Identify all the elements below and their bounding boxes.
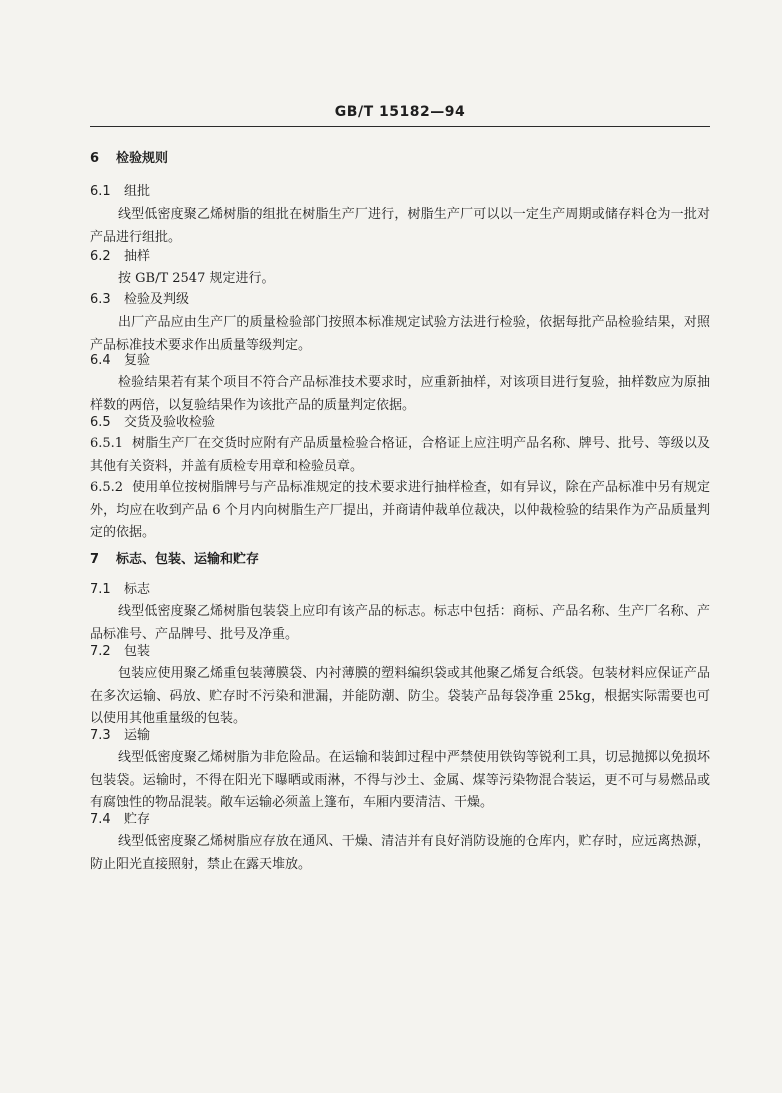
clause-number: 7.3 [90,728,111,743]
section-6-heading [90,148,710,171]
clause-6-5-heading [90,412,710,435]
clause-7-1-text: 线型低密度聚乙烯树脂包装袋上应印有该产品的标志。标志中包括：商标、产品名称、生产厂名称、产品标准号、产品牌号、批号及净重。 [90,604,710,642]
clause-6-3-heading [90,289,710,312]
clause-number: 7.1 [90,582,111,597]
clause-title: 复验 [124,353,151,368]
header-rule [90,126,710,127]
section-title: 检验规则 [116,151,169,166]
section-title: 标志、包装、运输和贮存 [116,552,260,567]
clause-6-5-2 [90,477,710,545]
clause-title: 组批 [124,184,151,199]
clause-number: 7.2 [90,644,111,659]
clause-number: 6.2 [90,249,111,264]
clause-title: 抽样 [124,249,151,264]
clause-6-1-heading [90,181,710,204]
clause-number: 6.3 [90,292,111,307]
clause-6-5-1 [90,433,710,478]
clause-6-1-text: 线型低密度聚乙烯树脂的组批在树脂生产厂进行，树脂生产厂可以以一定生产周期或储存料仓为一批对产品进行组批。 [90,207,710,245]
clause-7-4-heading [90,809,710,832]
section-number: 6 [90,151,100,166]
clause-text: 树脂生产厂在交货时应附有产品质量检验合格证，合格证上应注明产品名称、牌号、批号、等级以及其他有关资料，并盖有质检专用章和检验员章。 [90,436,710,474]
standard-number-header: GB/T 15182—94 [334,104,466,120]
clause-title: 贮存 [124,812,151,827]
section-7-heading [90,549,710,572]
clause-6-3-text: 出厂产品应由生产厂的质量检验部门按照本标准规定试验方法进行检验，依据每批产品检验结果，对照产品标准技术要求作出质量等级判定。 [90,315,710,353]
clause-7-3-heading [90,725,710,748]
clause-number: 6.5 [90,415,111,430]
section-number: 7 [90,552,100,567]
clause-6-2-text: 按 GB/T 2547 规定进行。 [118,271,275,286]
clause-7-2-heading [90,641,710,664]
clause-number: 6.4 [90,353,111,368]
clause-6-4-text: 检验结果若有某个项目不符合产品标准技术要求时，应重新抽样，对该项目进行复验，抽样数应为原抽样数的两倍，以复验结果作为该批产品的质量判定依据。 [90,375,710,413]
clause-number: 7.4 [90,812,111,827]
clause-title: 检验及判级 [124,292,190,307]
clause-7-4-text: 线型低密度聚乙烯树脂应存放在通风、干燥、清洁并有良好消防设施的仓库内，贮存时，应远离热源，防止阳光直接照射，禁止在露天堆放。 [90,834,710,872]
clause-title: 交货及验收检验 [124,415,216,430]
clause-title: 运输 [124,728,151,743]
clause-number: 6.1 [90,184,111,199]
clause-number: 6.5.1 [90,436,124,451]
clause-6-4-heading [90,350,710,373]
clause-text: 使用单位按树脂牌号与产品标准规定的技术要求进行抽样检查，如有异议，除在产品标准中另有规定外，均应在收到产品 6 个月内向树脂生产厂提出，并商请仲裁单位裁决，以仲裁检验的结果作为产品质量判定的依据。 [90,480,710,540]
clause-7-2-text: 包装应使用聚乙烯重包装薄膜袋、内衬薄膜的塑料编织袋或其他聚乙烯复合纸袋。包装材料应保证产品在多次运输、码放、贮存时不污染和泄漏，并能防潮、防尘。袋装产品每袋净重 25kg，根据实际需要也可以使用其他重量级的包装。 [90,666,710,726]
clause-7-1-heading [90,579,710,602]
clause-6-2-heading [90,246,710,269]
clause-number: 6.5.2 [90,480,124,495]
clause-title: 标志 [124,582,151,597]
clause-7-3-text: 线型低密度聚乙烯树脂为非危险品。在运输和装卸过程中严禁使用铁钩等锐利工具，切忌抛掷以免损坏包装袋。运输时，不得在阳光下曝晒或雨淋，不得与沙土、金属、煤等污染物混合装运，更不可与易燃品或有腐蚀性的物品混装。敞车运输必须盖上篷布，车厢内要清洁、干燥。 [90,750,710,810]
clause-title: 包装 [124,644,151,659]
